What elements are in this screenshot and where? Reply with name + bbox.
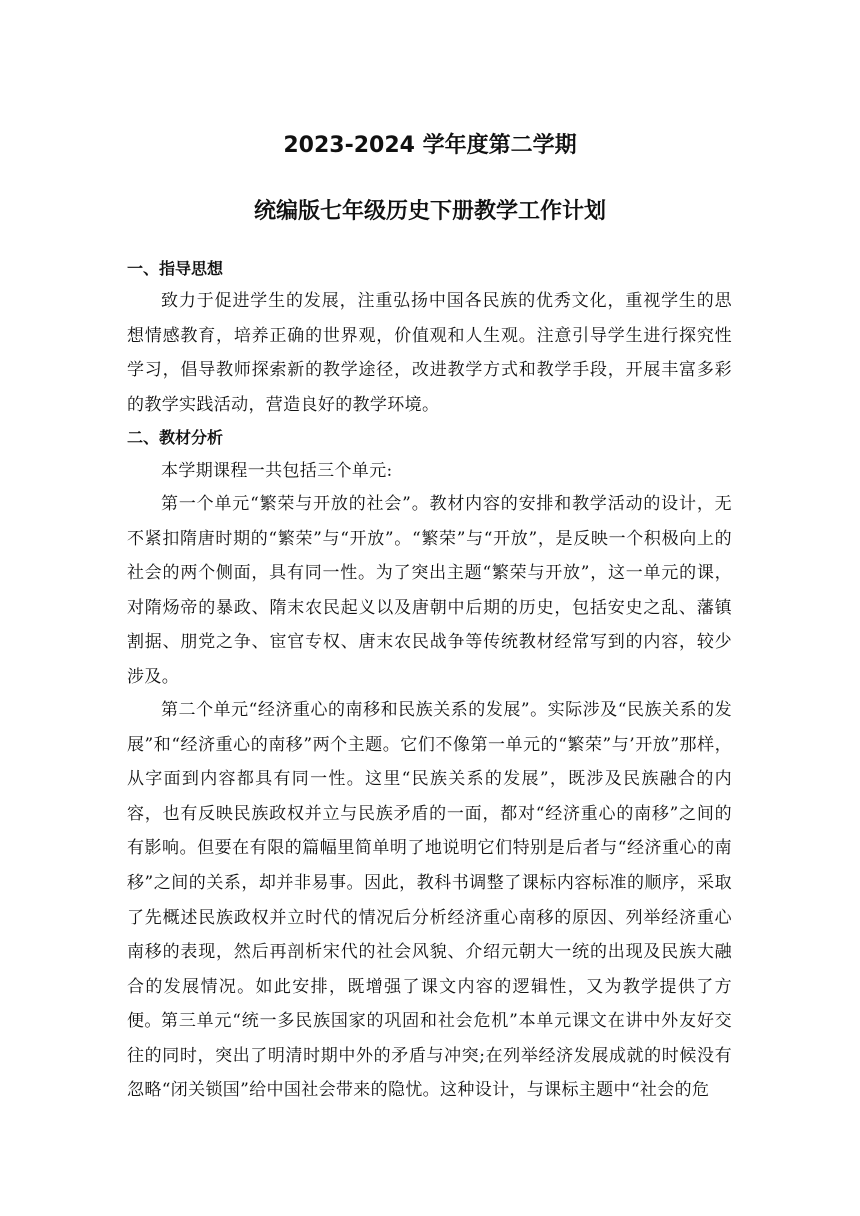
- paragraph-guiding-thought: 致力于促进学生的发展，注重弘扬中国各民族的优秀文化，重视学生的思想情感教育，培养正确的世界观，价值观和人生观。注意引导学生进行探究性学习，倡导教师探索新的教学途径，改进教学方式和教学手段，开展丰富多彩的教学实践活动，营造良好的教学环境。: [127, 291, 732, 415]
- paragraph-unit-1: 第一个单元“繁荣与开放的社会”。教材内容的安排和教学活动的设计，无不紧扣隋唐时期的“繁荣”与“开放”。“繁荣”与“开放”，是反映一个积极向上的社会的两个侧面，具有同一性。为了突出主题“繁荣与开放”，这一单元的课，对隋炀帝的暴政、隋末农民起义以及唐朝中后期的历史，包括安史之乱、藩镇割据、朋党之争、宦官专权、唐末农民战争等传统教材经常写到的内容，较少涉及。: [127, 494, 732, 687]
- paragraph-unit-3: 第三单元“统一多民族国家的巩固和社会危机”本单元课文在讲中外友好交往的同时，突出了明清时期中外的矛盾与冲突;在列举经济发展成就的时候没有忽略“闭关锁国”给中国社会带来的隐忧。这种设计，与课标主题中“社会的危: [127, 1011, 732, 1101]
- section-heading-guiding-thought: 一、指导思想: [127, 259, 224, 278]
- paragraph-course-intro: 本学期课程一共包括三个单元:: [161, 461, 393, 481]
- document-title-line-2: 统编版七年级历史下册教学工作计划: [253, 199, 606, 224]
- paragraph-unit-2: 第二个单元“经济重心的南移和民族关系的发展”。实际涉及“民族关系的发展”和“经济重心的南移”两个主题。它们不像第一单元的“繁荣”与’开放”那样，从字面到内容都具有同一性。这里“民族关系的发展”，既涉及民族融合的内容，也有反映民族政权并立与民族矛盾的一面，都对“经济重心的南移”之间的有影响。但要在有限的篇幅里简单明了地说明它们特别是后者与“经济重心的南移”之间的关系，却并非易事。因此，教科书调整了课标内容标准的顺序，采取了先概述民族政权并立时代的情况后分析经济重心南移的原因、列举经济重心南移的表现，然后再剖析宋代的社会风貌、介绍元朝大一统的出现及民族大融合的发展情况。如此安排，既增强了课文内容的逻辑性，又为教学提供了方便。: [127, 700, 732, 1032]
- document-title-line-1: 2023-2024 学年度第二学期: [283, 133, 577, 158]
- section-heading-textbook-analysis: 二、教材分析: [127, 428, 224, 447]
